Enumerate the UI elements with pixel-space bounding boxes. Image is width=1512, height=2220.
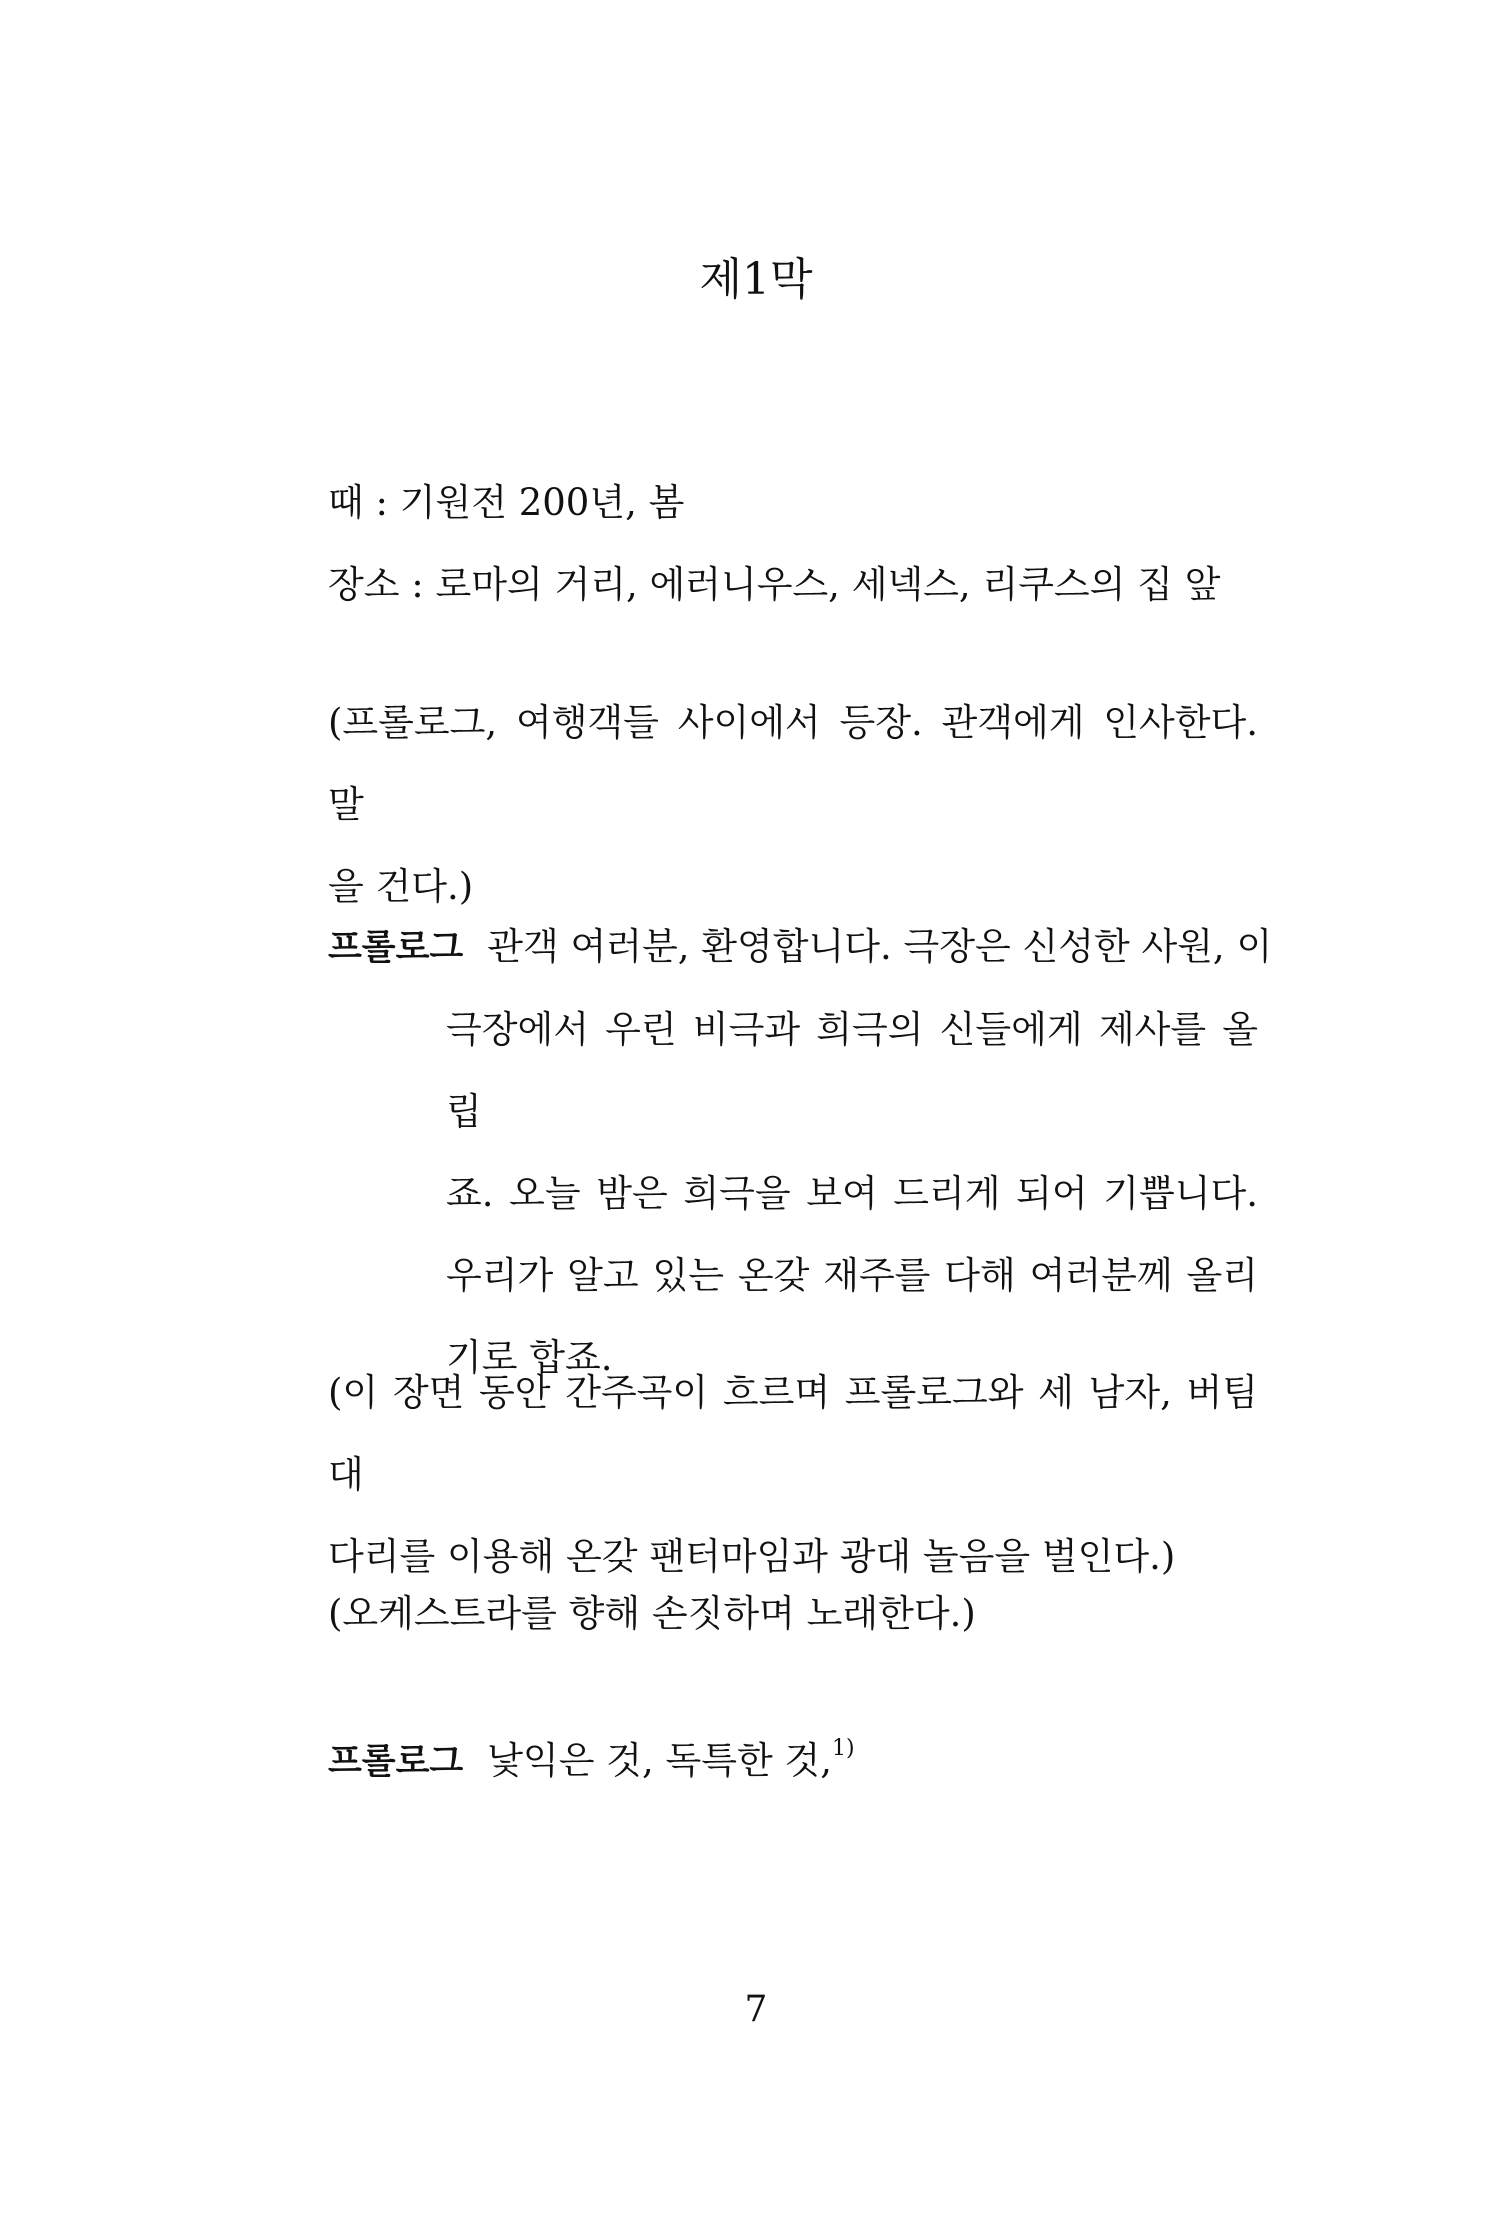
- speech-first-line: [328, 906, 1273, 989]
- speech-line: 우리가 알고 있는 온갖 재주를 다해 여러분께 올리: [446, 1254, 1258, 1297]
- speech-first-line: [328, 1720, 1258, 1803]
- setting-block: [328, 462, 1258, 626]
- stage-direction-entrance: [328, 682, 1258, 928]
- speech-text: 낯익은 것, 독특한 것,: [487, 1739, 832, 1782]
- speech-line: 극장에서 우린 비극과 희극의 신들에게 제사를 올립: [446, 1008, 1258, 1133]
- stage-direction-line: (오케스트라를 향해 손짓하며 노래한다.): [328, 1592, 976, 1635]
- speech-text: 관객 여러분, 환영합니다. 극장은 신성한 사원, 이: [487, 925, 1273, 968]
- stage-direction-line: (프롤로그, 여행객들 사이에서 등장. 관객에게 인사한다. 말: [328, 701, 1258, 826]
- footnote-marker: 1): [832, 1736, 855, 1761]
- setting-time: 때 : 기원전 200년, 봄: [328, 481, 685, 524]
- speech-prologue-welcome: [328, 906, 1273, 1399]
- speaker-name: 프롤로그: [328, 928, 464, 968]
- speech-line: 죠. 오늘 밤은 희극을 보여 드리게 되어 기쁩니다.: [446, 1172, 1258, 1215]
- stage-direction-line: 다리를 이용해 온갖 팬터마임과 광대 놀음을 벌인다.): [328, 1535, 1176, 1578]
- speech-prologue-song: [328, 1720, 1258, 1803]
- stage-direction-line: 을 건다.): [328, 865, 474, 908]
- speaker-name: 프롤로그: [328, 1742, 464, 1782]
- stage-direction-interlude: [328, 1352, 1258, 1598]
- setting-place: 장소 : 로마의 거리, 에러니우스, 세넥스, 리쿠스의 집 앞: [328, 563, 1221, 606]
- stage-direction-line: (이 장면 동안 간주곡이 흐르며 프롤로그와 세 남자, 버팀대: [328, 1371, 1258, 1496]
- speech-line: 기로 합죠.: [446, 1336, 613, 1379]
- page-number: 7: [744, 1989, 768, 2030]
- act-title: 제1막: [699, 254, 813, 305]
- stage-direction-orchestra: [328, 1573, 1258, 1655]
